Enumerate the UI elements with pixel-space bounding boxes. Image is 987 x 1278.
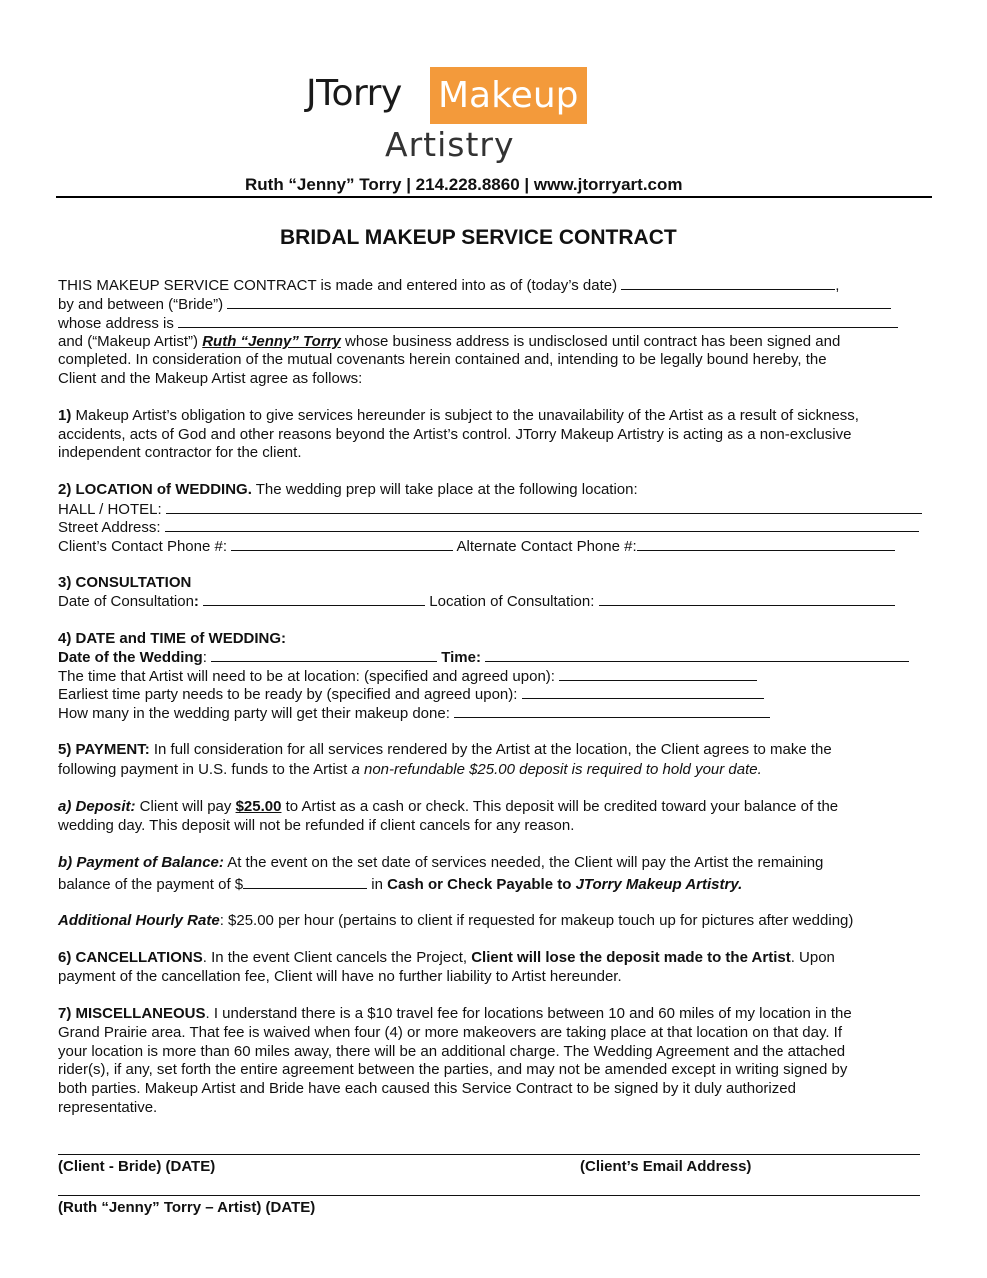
section-2-heading: 2) LOCATION of WEDDING. The wedding prep will take place at the following location: — [58, 481, 638, 498]
section-1-line-3: independent contractor for the client. — [58, 444, 302, 461]
section-7-line-5: both parties. Makeup Artist and Bride have each caused this Service Contract to be signed by it duly authorized — [58, 1080, 796, 1097]
hall-hotel-row: HALL / HOTEL: — [58, 500, 922, 519]
alternate-phone-field[interactable] — [637, 537, 895, 551]
contact-phone-row: Client’s Contact Phone #: Alternate Contact Phone #: — [58, 537, 895, 556]
section-4-heading: 4) DATE and TIME of WEDDING: — [58, 630, 287, 647]
artist-signature-label: (Ruth “Jenny” Torry – Artist) (DATE) — [58, 1199, 316, 1216]
hall-hotel-field[interactable] — [166, 500, 922, 514]
consultation-row: Date of Consultation: Location of Consultation: — [58, 592, 895, 611]
intro-line-5: completed. In consideration of the mutual covenants herein contained and, intending to be legally bound hereby, the — [58, 351, 827, 368]
party-ready-field[interactable] — [522, 685, 764, 699]
intro-line-4: and (“Makeup Artist”) Ruth “Jenny” Torry whose business address is undisclosed until contract has been signed and — [58, 333, 841, 350]
client-email-label: (Client’s Email Address) — [580, 1158, 752, 1175]
hourly-rate-line: Additional Hourly Rate: $25.00 per hour (pertains to client if requested for makeup touch up for pictures after wedding) — [58, 912, 854, 929]
logo-artistry: Artistry — [385, 125, 515, 164]
bride-address-field[interactable] — [178, 314, 898, 328]
section-5-line-1: 5) PAYMENT: In full consideration for all services rendered by the Artist at the location, the Client agrees to make the — [58, 741, 832, 758]
wedding-time-field[interactable] — [485, 648, 909, 662]
intro-line-3: whose address is — [58, 314, 898, 333]
balance-line-2: balance of the payment of $ in Cash or Check Payable to JTorry Makeup Artistry. — [58, 876, 743, 893]
deposit-line-2: wedding day. This deposit will not be refunded if client cancels for any reason. — [58, 817, 575, 834]
artist-name: Ruth “Jenny” Torry — [202, 333, 341, 350]
street-address-field[interactable] — [165, 518, 919, 532]
consultation-location-field[interactable] — [599, 592, 895, 606]
consultation-date-field[interactable] — [203, 592, 425, 606]
bride-name-field[interactable] — [227, 295, 891, 309]
party-count-field[interactable] — [454, 704, 770, 718]
party-count-row: How many in the wedding party will get their makeup done: — [58, 704, 770, 723]
party-ready-row: Earliest time party needs to be ready by (specified and agreed upon): — [58, 685, 764, 704]
deposit-amount: $25.00 — [235, 798, 282, 815]
wedding-date-field[interactable] — [211, 648, 437, 662]
artist-arrival-field[interactable] — [559, 667, 757, 681]
logo-makeup-box: Makeup — [430, 67, 587, 124]
section-7-line-6: representative. — [58, 1099, 158, 1116]
intro-line-1: THIS MAKEUP SERVICE CONTRACT is made and entered into as of (today’s date) , — [58, 277, 840, 294]
balance-amount-field[interactable] — [243, 875, 367, 889]
section-1-line-1: 1) Makeup Artist’s obligation to give services hereunder is subject to the unavailability of the Artist as a result of sickness, — [58, 407, 859, 424]
client-phone-field[interactable] — [231, 537, 453, 551]
logo-jtorry: JTorry — [306, 73, 402, 114]
header-rule — [56, 196, 932, 198]
section-5-line-2: following payment in U.S. funds to the Artist a non-refundable $25.00 deposit is required to hold your date. — [58, 761, 762, 778]
section-6-line-2: payment of the cancellation fee, Client will have no further liability to Artist hereunder. — [58, 968, 622, 985]
artist-arrival-row: The time that Artist will need to be at location: (specified and agreed upon): — [58, 667, 757, 686]
client-signature-label: (Client - Bride) (DATE) — [58, 1158, 216, 1175]
intro-line-2: by and between (“Bride”) — [58, 295, 891, 314]
intro-line-6: Client and the Makeup Artist agree as follows: — [58, 370, 363, 387]
balance-line-1: b) Payment of Balance: At the event on the set date of services needed, the Client will pay the Artist the remaining — [58, 854, 824, 871]
client-signature-line[interactable] — [58, 1154, 920, 1155]
section-6-line-1: 6) CANCELLATIONS. In the event Client cancels the Project, Client will lose the deposit made to the Artist. Upon — [58, 949, 835, 966]
section-3-heading: 3) CONSULTATION — [58, 574, 192, 591]
section-7-line-3: your location is more than 60 miles away, there will be an additional charge. The Wedding Agreement and the attached — [58, 1043, 846, 1060]
deposit-line-1: a) Deposit: Client will pay $25.00 to Artist as a cash or check. This deposit will be credited toward your balance of the — [58, 798, 839, 815]
wedding-date-time-row: Date of the Wedding: Time: — [58, 648, 909, 667]
artist-signature-line[interactable] — [58, 1195, 920, 1196]
header-contact: Ruth “Jenny” Torry | 214.228.8860 | www.jtorryart.com — [245, 175, 683, 194]
section-1-line-2: accidents, acts of God and other reasons beyond the Artist’s control. JTorry Makeup Artistry is acting as a non-exclusive — [58, 426, 852, 443]
section-7-line-2: Grand Prairie area. That fee is waived when four (4) or more makeovers are taking place at that location on that day. If — [58, 1024, 843, 1041]
street-address-row: Street Address: — [58, 518, 919, 537]
section-7-line-4: rider(s), if any, set forth the entire agreement between the parties, and may not be amended except in writing signed by — [58, 1061, 848, 1078]
document-title: BRIDAL MAKEUP SERVICE CONTRACT — [280, 226, 677, 249]
today-date-field[interactable] — [621, 276, 835, 290]
section-7-line-1: 7) MISCELLANEOUS. I understand there is a $10 travel fee for locations between 10 and 60 miles of my location in the — [58, 1005, 852, 1022]
